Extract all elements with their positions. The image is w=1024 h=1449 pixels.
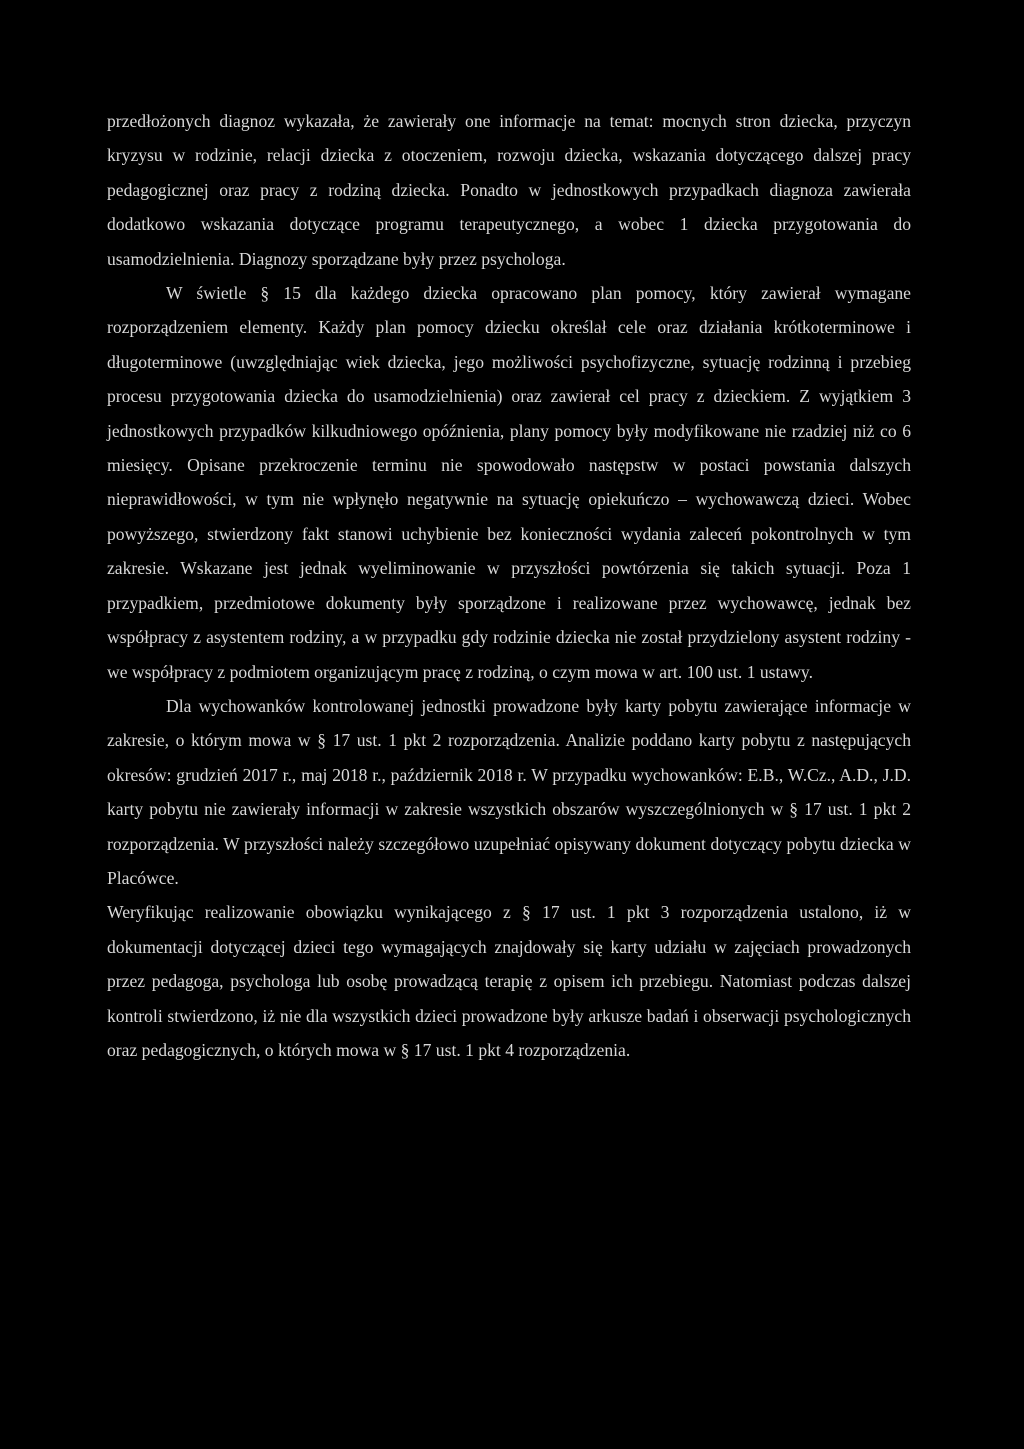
paragraph-diagnoses: przedłożonych diagnoz wykazała, że zawierały one informacje na temat: mocnych stron dziecka, przyczyn kryzysu w rodzinie, relacji dziecka z otoczeniem, rozwoju dziecka, wskazania dotyczącego dalszej pracy pedagogicznej oraz pracy z rodziną dziecka. Ponadto w jednostkowych przypadkach diagnoza zawierała dodatkowo wskazania dotyczące programu terapeutycznego, a wobec 1 dziecka przygotowania do usamodzielnienia. Diagnozy sporządzane były przez psychologa.	[107, 111, 911, 269]
paragraph-stay-cards: Dla wychowanków kontrolowanej jednostki prowadzone były karty pobytu zawierające informacje w zakresie, o którym mowa w § 17 ust. 1 pkt 2 rozporządzenia. Analizie poddano karty pobytu z następujących okresów: grudzień 2017 r., maj 2018 r., październik 2018 r. W przypadku wychowanków: E.B., W.Cz., A.D., J.D. karty pobytu nie zawierały informacji w zakresie wszystkich obszarów wyszczególnionych w § 17 ust. 1 pkt 2 rozporządzenia. W przyszłości należy szczegółowo uzupełniać opisywany dokument dotyczący pobytu dziecka w Placówce.	[107, 695, 911, 888]
document-page	[107, 104, 911, 1067]
paragraph-help-plan: W świetle § 15 dla każdego dziecka opracowano plan pomocy, który zawierał wymagane rozporządzeniem elementy. Każdy plan pomocy dziecku określał cele oraz działania krótkoterminowe i długoterminowe (uwzględniając wiek dziecka, jego możliwości psychofizyczne, sytuację rodzinną i przebieg procesu przygotowania dziecka do usamodzielnienia) oraz zawierał cel pracy z dzieckiem. Z wyjątkiem 3 jednostkowych przypadków kilkudniowego opóźnienia, plany pomocy były modyfikowane nie rzadziej niż co 6 miesięcy. Opisane przekroczenie terminu nie spowodowało następstw w postaci powstania dalszych nieprawidłowości, w tym nie wpłynęło negatywnie na sytuację opiekuńczo – wychowawczą dzieci. Wobec powyższego, stwierdzony fakt stanowi uchybienie bez konieczności wydania zaleceń pokontrolnych w tym zakresie. Wskazane jest jednak wyeliminowanie w przyszłości powtórzenia się takich sytuacji. Poza 1 przypadkiem, przedmiotowe dokumenty były sporządzone i realizowane przez wychowawcę, jednak bez współpracy z asystentem rodziny, a w przypadku gdy rodzinie dziecka nie został przydzielony asystent rodziny - we współpracy z podmiotem organizującym pracę z rodziną, o czym mowa w art. 100 ust. 1 ustawy.	[107, 283, 911, 682]
paragraph-observation-sheets: Weryfikując realizowanie obowiązku wynikającego z § 17 ust. 1 pkt 3 rozporządzenia ustalono, iż w dokumentacji dotyczącej dzieci tego wymagających znajdowały się karty udziału w zajęciach prowadzonych przez pedagoga, psychologa lub osobę prowadzącą terapię z opisem ich przebiegu. Natomiast podczas dalszej kontroli stwierdzono, iż nie dla wszystkich dzieci prowadzone były arkusze badań i obserwacji psychologicznych oraz pedagogicznych, o których mowa w § 17 ust. 1 pkt 4 rozporządzenia.	[107, 902, 911, 1060]
